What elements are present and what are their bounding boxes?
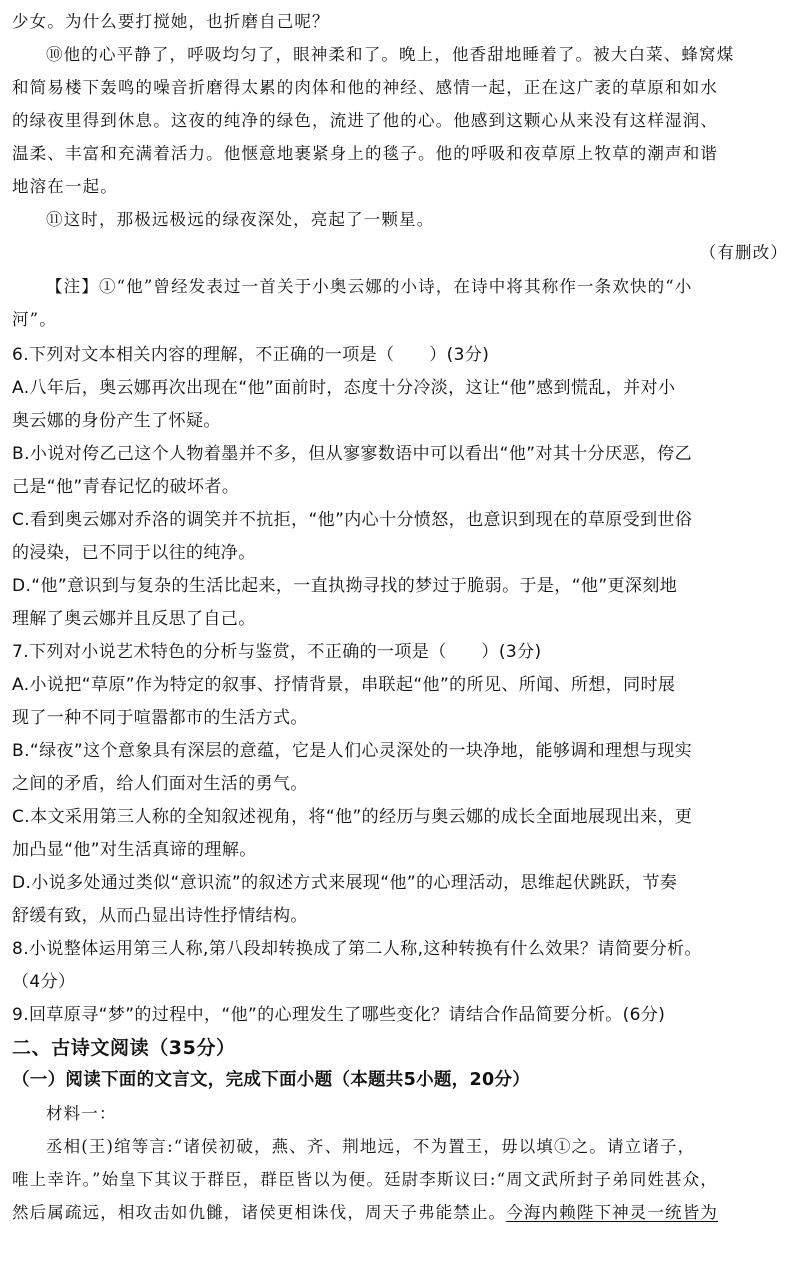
material-label: 材料一： — [46, 1104, 117, 1123]
passage-paragraph-10: ⑩他的心平静了，呼吸均匀了，眼神柔和了。晚上，他香甜地睡着了。被大白菜、蜂窝煤 — [46, 45, 735, 64]
question-6-option-d-cont: 理解了奥云娜并且反思了自己。 — [12, 609, 256, 629]
passage-paragraph-11: ⑪这时，那极远极远的绿夜深处，亮起了一颗星。 — [46, 210, 435, 229]
question-7-option-a-cont: 现了一种不同于喧嚣都市的生活方式。 — [12, 708, 308, 728]
question-7: 7.下列对小说艺术特色的分析与鉴赏，不正确的一项是（ ）(3分) — [12, 642, 542, 662]
question-9: 9.回草原寻“梦”的过程中，“他”的心理发生了哪些变化？请结合作品简要分析。(6分) — [12, 1005, 666, 1025]
question-6: 6.下列对文本相关内容的理解，不正确的一项是（ ）(3分) — [12, 345, 490, 365]
classical-text-underlined: 今海内赖陛下神灵一统皆为 — [506, 1203, 719, 1222]
passage-line: 温柔、丰富和充满着活力。他惬意地裹紧身上的毯子。他的呼吸和夜草原上牧草的潮声和谐 — [12, 144, 718, 163]
question-7-option-c: C.本文采用第三人称的全知叙述视角，将“他”的经历与奥云娜的成长全面地展现出来，更 — [12, 807, 693, 827]
question-6-option-b: B.小说对侉乙己这个人物着墨并不多，但从寥寥数语中可以看出“他”对其十分厌恶，侉乙 — [12, 444, 693, 464]
question-7-option-d: D.小说多处通过类似“意识流”的叙述方式来展现“他”的心理活动，思维起伏跳跃，节奏 — [12, 873, 678, 893]
question-7-option-b: B.“绿夜”这个意象具有深层的意蕴，它是人们心灵深处的一块净地，能够调和理想与现实 — [12, 741, 693, 761]
passage-line: 少女。为什么要打搅她，也折磨自己呢？ — [12, 12, 330, 31]
classical-text-line: 唯上幸许。”始皇下其议于群臣，群臣皆以为便。廷尉李斯议曰:“周文武所封子弟同姓甚众， — [12, 1170, 718, 1189]
section-heading: 二、古诗文阅读（35分） — [12, 1037, 236, 1059]
question-8-points: （4分） — [12, 972, 76, 992]
question-6-option-d: D.“他”意识到与复杂的生活比起来，一直执拗寻找的梦过于脆弱。于是，“他”更深刻地 — [12, 576, 678, 596]
question-6-option-c: C.看到奥云娜对乔洛的调笑并不抗拒，“他”内心十分愤怒，也意识到现在的草原受到世俗 — [12, 510, 693, 530]
question-6-option-a-cont: 奥云娜的身份产生了怀疑。 — [12, 411, 221, 431]
classical-text-line — [12, 1199, 788, 1223]
question-7-option-c-cont: 加凸显“他”对生活真谛的理解。 — [12, 840, 257, 860]
footnote: 【注】①“他”曾经发表过一首关于小奥云娜的小诗，在诗中将其称作一条欢快的“小 — [46, 277, 693, 296]
footnote-cont: 河”。 — [12, 310, 57, 329]
source-note: （有删改） — [699, 243, 788, 262]
passage-line: 和简易楼下轰鸣的噪音折磨得太累的肉体和他的神经、感情一起，正在这广袤的草原和如水 — [12, 78, 718, 97]
question-6-option-c-cont: 的浸染，已不同于以往的纯净。 — [12, 543, 256, 563]
passage-line: 地溶在一起。 — [12, 177, 118, 196]
passage-line: 的绿夜里得到休息。这夜的纯净的绿色，流进了他的心。他感到这颗心从来没有这样湿润、 — [12, 111, 718, 130]
question-7-option-d-cont: 舒缓有致，从而凸显出诗性抒情结构。 — [12, 906, 308, 926]
question-7-option-a: A.小说把“草原”作为特定的叙事、抒情背景，串联起“他”的所见、所闻、所想，同时展 — [12, 675, 676, 695]
classical-text-plain: 然后属疏远，相攻击如仇雠，诸侯更相诛伐，周天子弗能禁止。 — [12, 1203, 507, 1222]
question-7-option-b-cont: 之间的矛盾，给人们面对生活的勇气。 — [12, 774, 308, 794]
question-6-option-a: A.八年后，奥云娜再次出现在“他”面前时，态度十分冷淡，这让“他”感到慌乱，并对小 — [12, 378, 676, 398]
classical-text-line: 丞相(王)绾等言:“诸侯初破，燕、齐、荆地远，不为置王，毋以填①之。请立诸子， — [46, 1137, 696, 1156]
subsection-heading: （一）阅读下面的文言文，完成下面小题（本题共5小题，20分） — [12, 1070, 531, 1090]
question-6-option-b-cont: 己是“他”青春记忆的破坏者。 — [12, 477, 240, 497]
question-8: 8.小说整体运用第三人称,第八段却转换成了第二人称,这种转换有什么效果？请简要分析。 — [12, 939, 702, 959]
